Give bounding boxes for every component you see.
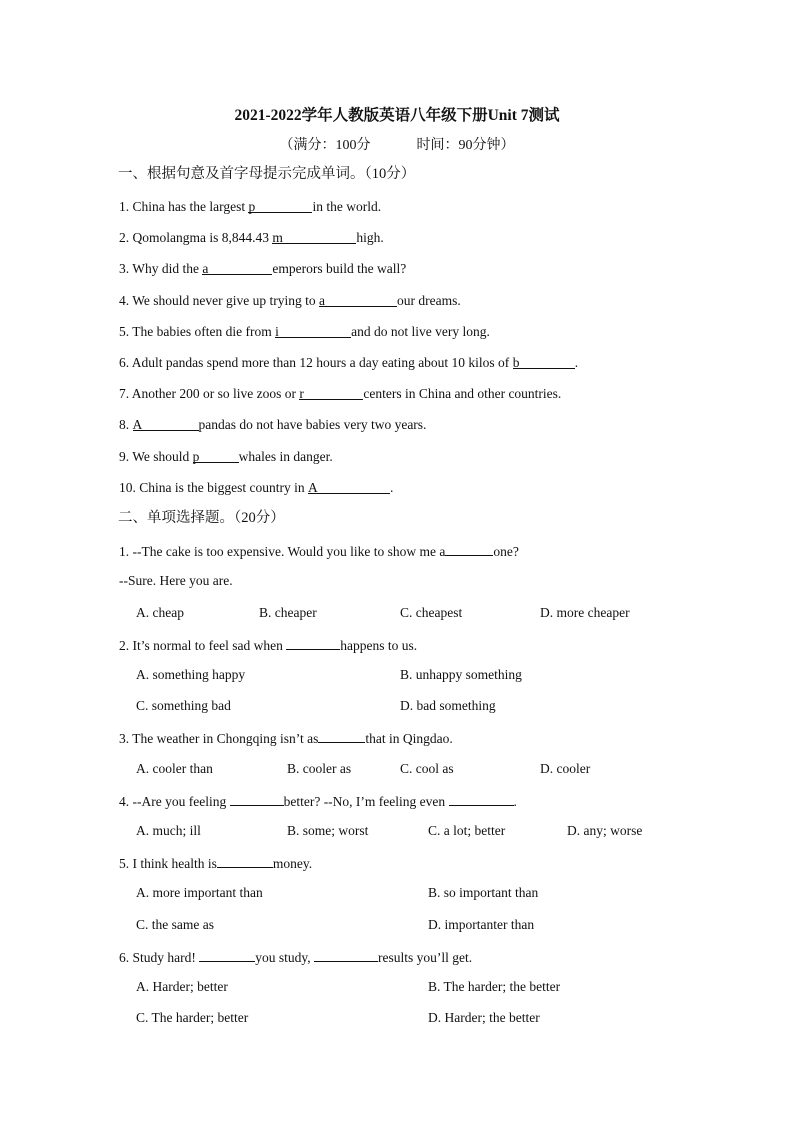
answer-blank[interactable]: m	[272, 229, 356, 244]
answer-blank[interactable]: p	[248, 198, 312, 213]
option-a[interactable]: A. more important than	[136, 885, 263, 900]
option-a[interactable]: A. Harder; better	[136, 979, 228, 994]
option-b[interactable]: B. The harder; the better	[428, 979, 561, 994]
score-info: （满分：100分	[279, 138, 371, 153]
section-heading: 一、根据句意及首字母提示完成单词。（10分）	[118, 166, 416, 182]
option-d[interactable]: D. more cheaper	[540, 605, 630, 620]
option-c[interactable]: C. cool as	[400, 761, 454, 776]
answer-blank[interactable]: a	[319, 292, 397, 307]
fill-item: 2. Qomolangma is 8,844.43 m high.	[119, 230, 384, 245]
option-d[interactable]: D. importanter than	[428, 917, 535, 932]
fill-item: 9. We should p whales in danger.	[119, 449, 333, 464]
option-c[interactable]: C. a lot; better	[428, 823, 506, 838]
answer-blank[interactable]	[217, 853, 273, 868]
question-stem: 3. The weather in Chongqing isn’t as that in Qingdao.	[119, 728, 453, 748]
option-b[interactable]: B. cooler as	[287, 761, 352, 776]
fill-item: 1. China has the largest p in the world.	[119, 199, 382, 214]
question-stem: 1. --The cake is too expensive. Would you like to show me a one?	[119, 541, 519, 561]
option-c[interactable]: C. The harder; better	[136, 1010, 249, 1025]
answer-blank[interactable]	[199, 947, 255, 962]
option-d[interactable]: D. cooler	[540, 761, 591, 776]
option-b[interactable]: B. cheaper	[259, 605, 317, 620]
option-c[interactable]: C. the same as	[136, 917, 214, 932]
answer-blank[interactable]	[318, 728, 365, 743]
fill-item: 7. Another 200 or so live zoos or r centers in China and other countries.	[119, 386, 562, 401]
question-stem: 5. I think health is money.	[119, 853, 312, 873]
time-info: 时间：90分钟）	[416, 138, 515, 153]
answer-blank[interactable]: A	[133, 416, 199, 431]
option-a[interactable]: A. cooler than	[136, 761, 213, 776]
fill-item: 3. Why did the a emperors build the wall?	[119, 261, 407, 276]
answer-blank[interactable]: a	[202, 260, 272, 275]
answer-blank[interactable]: p	[193, 448, 239, 463]
answer-blank[interactable]: A	[308, 479, 390, 494]
section-heading: 二、单项选择题。（20分）	[118, 510, 285, 526]
fill-item: 8. A pandas do not have babies very two years.	[119, 417, 427, 432]
fill-item: 10. China is the biggest country in A .	[119, 480, 394, 495]
option-b[interactable]: B. some; worst	[287, 823, 369, 838]
option-a[interactable]: A. cheap	[136, 605, 184, 620]
option-a[interactable]: A. much; ill	[136, 823, 201, 838]
answer-blank[interactable]: r	[299, 385, 363, 400]
question-stem: 2. It’s normal to feel sad when happens to us.	[119, 635, 417, 655]
answer-blank[interactable]	[286, 635, 340, 650]
answer-blank[interactable]	[230, 791, 284, 806]
question-stem: 6. Study hard! you study, results you’ll get.	[119, 947, 472, 967]
answer-blank[interactable]: b	[513, 354, 575, 369]
option-d[interactable]: D. Harder; the better	[428, 1010, 540, 1025]
answer-blank[interactable]	[449, 791, 514, 806]
exam-info	[0, 134, 794, 154]
option-d[interactable]: D. any; worse	[567, 823, 643, 838]
fill-item: 6. Adult pandas spend more than 12 hours a day eating about 10 kilos of b .	[119, 355, 579, 370]
option-c[interactable]: C. something bad	[136, 698, 231, 713]
option-a[interactable]: A. something happy	[136, 667, 246, 682]
option-b[interactable]: B. so important than	[428, 885, 539, 900]
answer-blank[interactable]	[445, 541, 493, 556]
fill-item: 5. The babies often die from i and do not live very long.	[119, 324, 490, 339]
option-b[interactable]: B. unhappy something	[400, 667, 522, 682]
fill-item: 4. We should never give up trying to a our dreams.	[119, 293, 461, 308]
option-c[interactable]: C. cheapest	[400, 605, 463, 620]
question-response: --Sure. Here you are.	[119, 573, 233, 588]
answer-blank[interactable]	[314, 947, 378, 962]
answer-blank[interactable]: i	[275, 323, 351, 338]
page-title: 2021-2022学年人教版英语八年级下册Unit 7测试	[234, 107, 560, 124]
question-stem: 4. --Are you feeling better? --No, I’m feeling even .	[119, 791, 517, 811]
option-d[interactable]: D. bad something	[400, 698, 496, 713]
